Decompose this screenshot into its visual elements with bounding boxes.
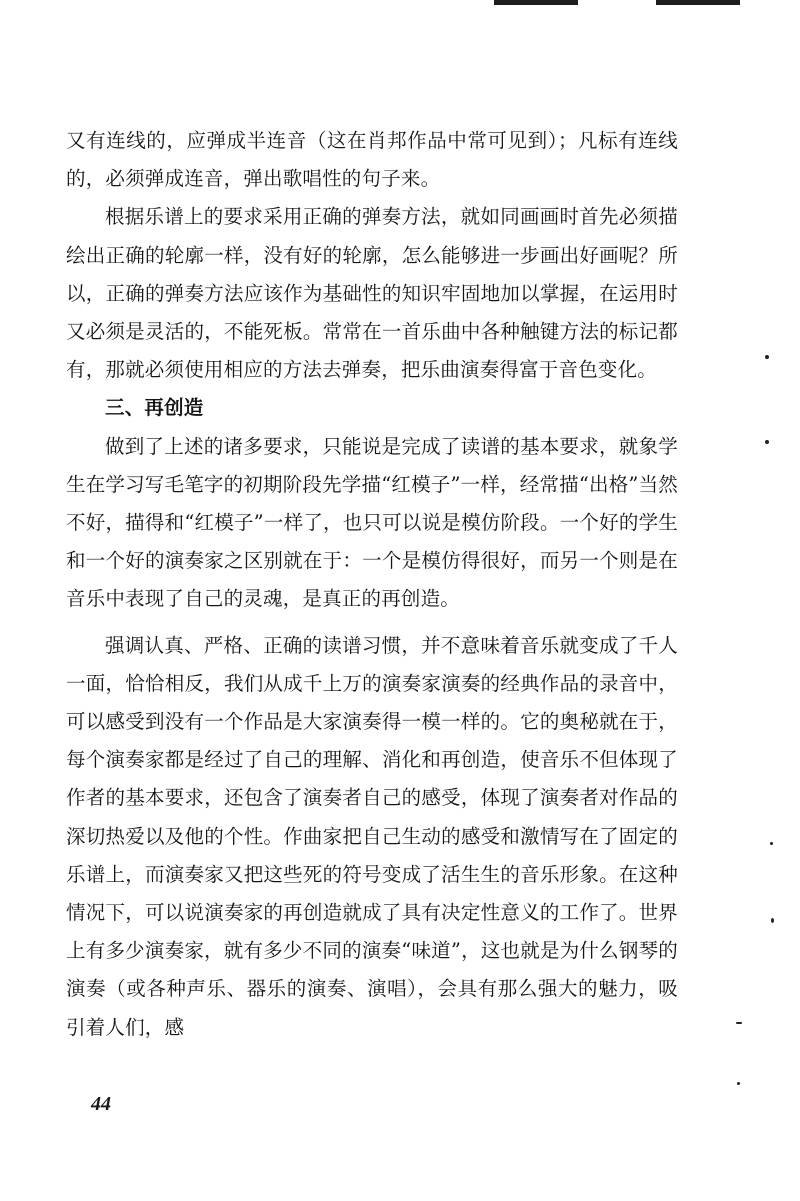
scan-speck — [770, 842, 773, 845]
body-text — [66, 122, 678, 1047]
paragraph: 根据乐谱上的要求采用正确的弹奏方法，就如同画画时首先必须描绘出正确的轮廓一样，没有好的轮廓，怎么能够进一步画出好画呢？所以，正确的弹奏方法应该作为基础性的知识牢固地加以掌握，在运用时又必须是灵活的，不能死板。常常在一首乐曲中各种触键方法的标记都有，那就必须使用相应的方法去弹奏，把乐曲演奏得富于音色变化。 — [66, 205, 678, 382]
page-number: 44 — [91, 1093, 111, 1115]
paragraph: 强调认真、严格、正确的读谱习惯，并不意味着音乐就变成了千人一面，恰恰相反，我们从成千上万的演奏家演奏的经典作品的录音中，可以感受到没有一个作品是大家演奏得一模一样的。它的奥秘就在于，每个演奏家都是经过了自己的理解、消化和再创造，使音乐不但体现了作者的基本要求，还包含了演奏者自己的感受，体现了演奏者对作品的深切热爱以及他的个性。作曲家把自己生动的感受和激情写在了固定的乐谱上，而演奏家又把这些死的符号变成了活生生的音乐形象。在这种情况下，可以说演奏家的再创造就成了具有决定性意义的工作了。世界上有多少演奏家，就有多少不同的演奏“味道”，这也就是为什么钢琴的演奏（或各种声乐、器乐的演奏、演唱），会具有那么强大的魅力，吸引着人们，感 — [66, 633, 678, 1039]
scan-speck — [765, 355, 769, 359]
scan-speck — [765, 440, 769, 444]
scan-speck — [771, 918, 774, 923]
scan-edge-mark — [494, 0, 578, 5]
scan-edge-mark — [656, 0, 740, 5]
section-heading: 三、再创造 — [105, 396, 204, 420]
paragraph: 又有连线的，应弹成半连音（这在肖邦作品中常可见到）；凡标有连线的，必须弹成连音，弹出歌唱性的句子来。 — [66, 129, 678, 191]
scan-speck — [737, 1082, 740, 1085]
scan-speck — [736, 1022, 742, 1024]
paragraph: 做到了上述的诸多要求，只能说是完成了读谱的基本要求，就象学生在学习写毛笔字的初期阶段先学描“红模子”一样，经常描“出格”当然不好，描得和“红模子”一样了，也只可以说是模仿阶段。一个好的学生和一个好的演奏家之区别就在于：一个是模仿得很好，而另一个则是在音乐中表现了自己的灵魂，是真正的再创造。 — [66, 434, 678, 611]
